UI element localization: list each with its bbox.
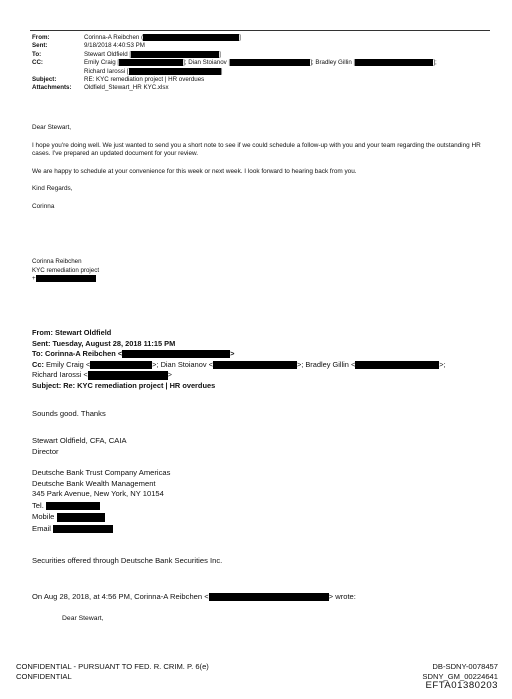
sig-title: Director [32, 446, 59, 456]
footer-left [16, 662, 209, 681]
cc-emily: Emily Craig < [45, 359, 91, 369]
cc-richard: Richard Iarossi < [32, 370, 88, 380]
redaction [88, 371, 168, 380]
sent-label: Sent: [32, 338, 51, 348]
header-rule [30, 30, 490, 31]
paragraph: I hope you're doing well. We just wanted to send you a short note to see if we could schedule a follow-up with you and your team regarding the outstanding HR cases. I've prepared an updated document for your review. [32, 141, 481, 158]
company-name: Deutsche Bank Wealth Management [32, 478, 156, 488]
sig-project: KYC remediation project [32, 266, 100, 274]
redaction [143, 34, 239, 41]
company-address: 345 Park Avenue, New York, NY 10154 [32, 489, 164, 499]
redaction [129, 68, 221, 75]
redaction [230, 59, 310, 66]
cc-richard: Richard Iarossi [ [84, 67, 129, 75]
email-label: Email [32, 523, 51, 533]
redaction [36, 275, 96, 282]
confidential-notice: CONFIDENTIAL - PURSUANT TO FED. R. CRIM. P. 6(e) [16, 662, 209, 671]
from-value: Stewart Oldfield [55, 328, 112, 337]
disclaimer: Securities offered through Deutsche Bank Securities Inc. [32, 556, 223, 565]
redaction [90, 361, 152, 370]
footer-right [422, 662, 498, 691]
company-block [32, 468, 170, 535]
quote-greeting: Dear Stewart, [62, 615, 104, 622]
from-value: Corinna-A Reibchen ( [84, 34, 144, 41]
redaction [355, 59, 433, 66]
redaction [213, 361, 297, 370]
to-label: To: [32, 50, 42, 58]
company-name: Deutsche Bank Trust Company Americas [32, 468, 171, 477]
to-value: Stewart Oldfield [ [84, 50, 132, 58]
sent-value: 9/18/2018 4:40:53 PM [84, 42, 145, 50]
email-header-1: From: Corinna-A Reibchen ( ] Sent: 9/18/2018 4:40:53 PM To: Stewart Oldfield [ ] CC: Emily Craig [ ]; Dian Stoianov [ ]; Bradley Gillin [ ]; Richard Iarossi [ ] Subject: RE: KYC remediation project | HR overdues Attachments: Oldfield_Stewart_HR KYC.xlsx [32, 34, 437, 92]
mobile-label: Mobile [32, 512, 55, 522]
redaction [122, 350, 230, 359]
cc-emily: Emily Craig [ [84, 59, 120, 67]
message-body-1 [32, 124, 487, 221]
efta-number: EFTA01380203 [425, 680, 498, 692]
signature-1 [32, 258, 99, 284]
to-label: To: [32, 349, 43, 359]
cc-end: ]; [433, 59, 437, 67]
redaction [57, 513, 105, 522]
closing: Kind Regards, [32, 185, 73, 193]
cc-bradley: ]; Bradley Gillin [ [310, 59, 356, 67]
bates-number: DB-SDNY-0078457 [432, 662, 498, 671]
from-label: From: [32, 328, 53, 337]
quote-intro: On Aug 28, 2018, at 4:56 PM, Corinna-A Reibchen < > wrote: [32, 592, 356, 601]
signoff-name: Corinna [32, 202, 55, 210]
from-label: From: [32, 34, 50, 41]
to-value: Corinna-A Reibchen < [45, 349, 123, 359]
redaction [46, 502, 100, 511]
signature-2 [32, 436, 127, 457]
subject-label: Subject: [32, 76, 57, 84]
sig-name: Corinna Reibchen [32, 258, 82, 265]
cc-label: CC: [32, 59, 43, 67]
redaction [355, 361, 439, 370]
bates-number: SDNY_GM_00224641 [422, 671, 498, 681]
cc-end: >; [439, 359, 446, 369]
greeting: Dear Stewart, [32, 124, 72, 131]
email-header-2: From: Stewart Oldfield Sent: Tuesday, August 28, 2018 11:15 PM To: Corinna-A Reibchen < > Cc: Emily Craig < >; Dian Stoianov < >; Bradley Gillin < >; Richard Iarossi < > Subject: Re: KYC remediation project | HR overdues [32, 328, 446, 390]
redaction [209, 593, 329, 602]
attachment-link[interactable]: Oldfield_Stewart_HR KYC.xlsx [84, 84, 169, 92]
cc-dian: ]; Dian Stoianov [ [183, 59, 231, 67]
tel-label: Tel. [32, 500, 44, 510]
sig-name: Stewart Oldfield, CFA, CAIA [32, 436, 127, 445]
cc-label: Cc: [32, 359, 44, 369]
cc-dian: >; Dian Stoianov < [152, 359, 213, 369]
sent-label: Sent: [32, 42, 48, 50]
subject-label: Subject: [32, 380, 62, 390]
redaction [53, 525, 113, 534]
redaction [131, 51, 219, 58]
attachments-label: Attachments: [32, 84, 72, 92]
reply-body: Sounds good. Thanks [32, 409, 106, 418]
redaction [119, 59, 183, 66]
paragraph: We are happy to schedule at your convenience for this week or next week. I look forward to hearing back from you. [32, 167, 357, 175]
confidential-label: CONFIDENTIAL [16, 671, 72, 681]
cc-bradley: >; Bradley Gillin < [296, 359, 356, 369]
subject-value: Re: KYC remediation project | HR overdues [63, 380, 216, 390]
subject-value: RE: KYC remediation project | HR overdues [84, 76, 205, 84]
sent-value: Tuesday, August 28, 2018 11:15 PM [52, 338, 176, 348]
sig-phone-prefix: + [32, 275, 36, 283]
